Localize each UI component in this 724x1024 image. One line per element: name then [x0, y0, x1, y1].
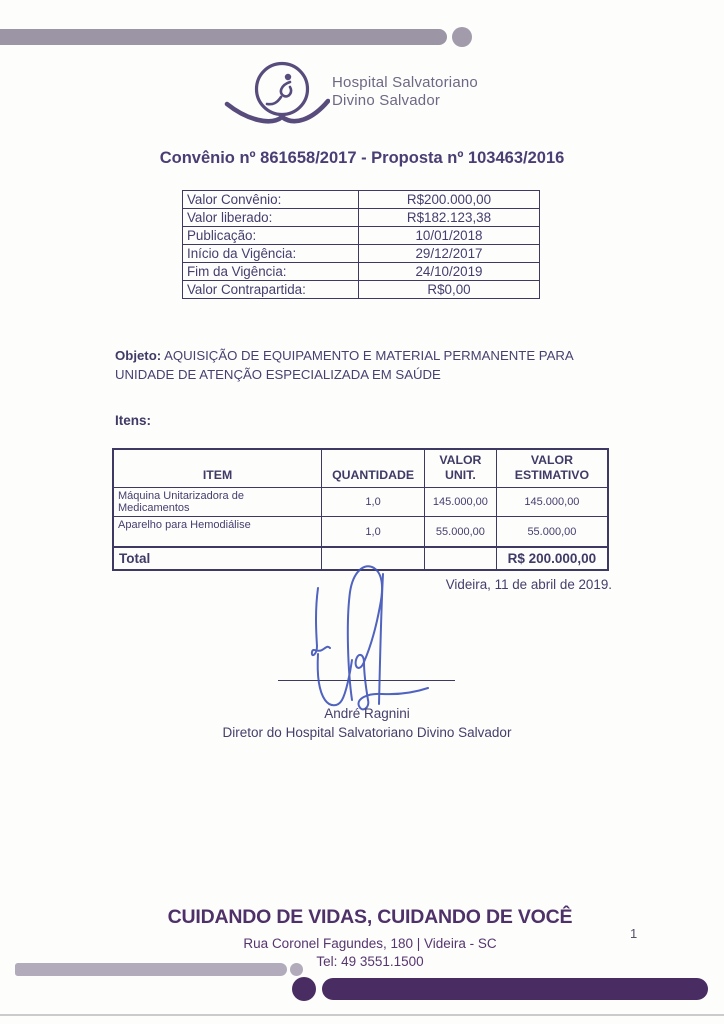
- info-label: Publicação:: [183, 227, 359, 245]
- col-header-item: ITEM: [113, 449, 322, 488]
- col-header-valor-unit: VALOR UNIT.: [424, 449, 496, 488]
- info-label: Valor Convênio:: [183, 191, 359, 209]
- table-row: [113, 488, 608, 517]
- info-value: 10/01/2018: [359, 227, 540, 245]
- footer-address: Rua Coronel Fagundes, 180 | Videira - SC: [243, 936, 497, 951]
- info-value: 29/12/2017: [359, 245, 540, 263]
- table-row: [113, 517, 608, 548]
- hospital-name-line2: Divino Salvador: [332, 91, 441, 109]
- table-row: [183, 281, 540, 299]
- scan-edge-line: [0, 1014, 724, 1016]
- bottom-purple-bar: [322, 978, 708, 1000]
- info-label: Valor Contrapartida:: [183, 281, 359, 299]
- top-decorative-dot: [452, 27, 472, 47]
- items-header-row: [113, 449, 608, 488]
- hospital-name-line1: Hospital Salvatoriano: [332, 74, 478, 91]
- item-valor-estimativo: 55.000,00: [496, 517, 608, 548]
- item-valor-unit: 145.000,00: [424, 488, 496, 517]
- item-quantidade: 1,0: [322, 488, 425, 517]
- info-label: Valor liberado:: [183, 209, 359, 227]
- info-value: R$182.123,38: [359, 209, 540, 227]
- table-row: [183, 191, 540, 209]
- document-title: Convênio nº 861658/2017 - Proposta nº 103463/2016: [159, 149, 565, 167]
- bottom-purple-dot: [292, 977, 316, 1001]
- objeto-label: Objeto:: [115, 348, 162, 363]
- info-value: R$200.000,00: [359, 191, 540, 209]
- table-row: [183, 227, 540, 245]
- item-valor-estimativo: 145.000,00: [496, 488, 608, 517]
- item-name: Máquina Unitarizadora de Medicamentos: [113, 488, 322, 517]
- info-label: Início da Vigência:: [183, 245, 359, 263]
- info-value: R$0,00: [359, 281, 540, 299]
- objeto-paragraph: [115, 347, 620, 384]
- signer-name: André Ragnini: [324, 706, 410, 721]
- objeto-text: AQUISIÇÃO DE EQUIPAMENTO E MATERIAL PERMANENTE PARA UNIDADE DE ATENÇÃO ESPECIALIZADA EM SAÚDE: [115, 348, 573, 382]
- signer-title: Diretor do Hospital Salvatoriano Divino Salvador: [222, 725, 512, 740]
- item-name: Aparelho para Hemodiálise: [113, 517, 322, 548]
- bottom-gray-dot: [290, 963, 303, 976]
- items-table: [112, 448, 609, 571]
- total-label: Total: [113, 547, 322, 570]
- col-header-valor-estimativo: VALOR ESTIMATIVO: [496, 449, 608, 488]
- footer-phone: Tel: 49 3551.1500: [316, 954, 424, 969]
- agreement-info-table: [182, 190, 540, 299]
- col-header-quantidade: QUANTIDADE: [322, 449, 425, 488]
- hospital-name: [332, 74, 478, 130]
- hospital-logo: [224, 60, 478, 130]
- bottom-gray-bar: [15, 963, 287, 976]
- handwritten-signature-ink-icon: [280, 562, 480, 717]
- table-row: [183, 245, 540, 263]
- info-label: Fim da Vigência:: [183, 263, 359, 281]
- item-quantidade: 1,0: [322, 517, 425, 548]
- item-valor-unit: 55.000,00: [424, 517, 496, 548]
- info-value: 24/10/2019: [359, 263, 540, 281]
- footer-tagline: CUIDANDO DE VIDAS, CUIDANDO DE VOCÊ: [167, 906, 573, 928]
- total-value: R$ 200.000,00: [496, 547, 608, 570]
- page-number: 1: [630, 926, 638, 941]
- table-row: [183, 209, 540, 227]
- top-decorative-bar: [0, 29, 447, 45]
- itens-label: Itens:: [115, 413, 152, 428]
- person-circle-swoosh-logo-icon: [224, 60, 330, 130]
- table-row: [183, 263, 540, 281]
- date-line: Videira, 11 de abril de 2019.: [445, 577, 612, 592]
